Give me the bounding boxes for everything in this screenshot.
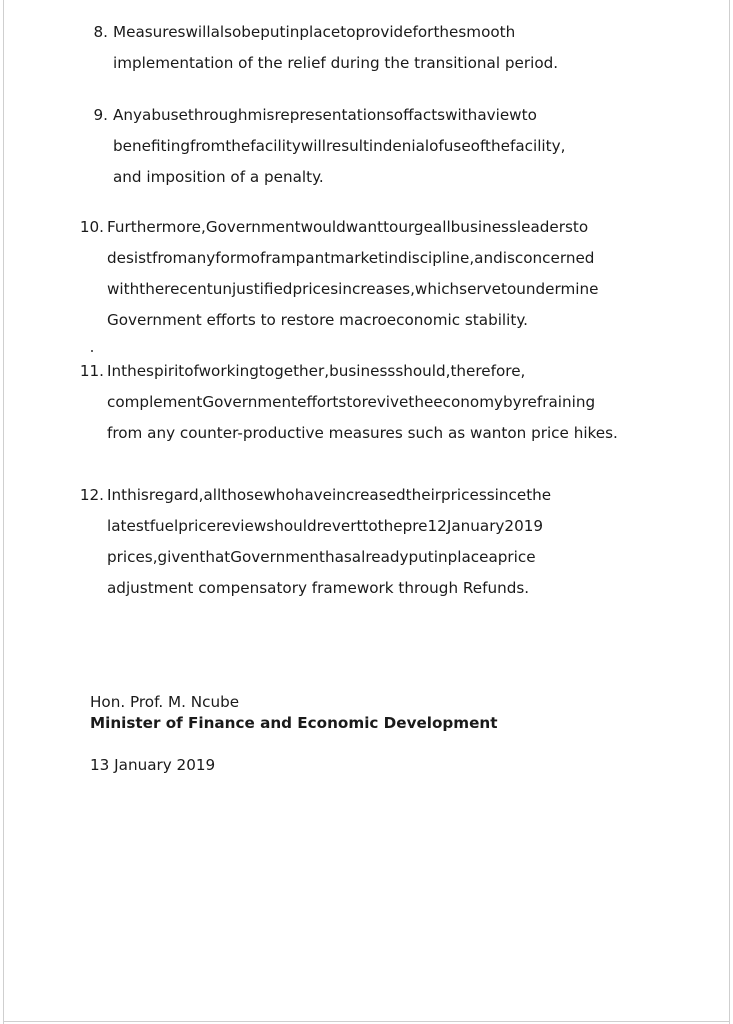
item-line xyxy=(107,212,644,243)
word: place xyxy=(447,548,489,566)
word: facility, xyxy=(509,137,566,155)
word: serve xyxy=(459,280,502,298)
word: has xyxy=(324,548,352,566)
word: which xyxy=(414,280,460,298)
word: revert xyxy=(316,517,363,535)
word: should, xyxy=(395,362,451,380)
word: increases, xyxy=(338,280,415,298)
item-line: Government efforts to restore macroeconomic stability. xyxy=(107,311,528,329)
word: Any xyxy=(113,106,143,124)
item-line xyxy=(113,131,644,162)
word: those xyxy=(221,486,264,504)
item-text xyxy=(107,212,644,336)
word: facility xyxy=(250,137,301,155)
item-line: and imposition of a penalty. xyxy=(113,168,324,186)
word: prices, xyxy=(107,548,158,566)
item-line xyxy=(107,243,644,274)
word: result xyxy=(325,137,369,155)
word: fuel xyxy=(149,517,179,535)
word: be xyxy=(241,23,261,41)
word: prices xyxy=(292,280,339,298)
item-text xyxy=(107,356,644,449)
word: the xyxy=(433,23,459,41)
document-date: 13 January 2019 xyxy=(90,756,216,774)
word: smooth xyxy=(458,23,516,41)
word: 12 xyxy=(427,517,447,535)
item-line xyxy=(107,511,644,542)
word: abuse xyxy=(142,106,188,124)
word: from xyxy=(151,249,188,267)
word: form xyxy=(215,249,251,267)
word: a xyxy=(488,548,498,566)
word: the xyxy=(377,517,403,535)
word: any xyxy=(187,249,216,267)
word: use xyxy=(443,137,471,155)
word: complement xyxy=(107,393,203,411)
item-line: adjustment compensatory framework through Refunds. xyxy=(107,579,530,597)
word: all xyxy=(203,486,222,504)
word: is xyxy=(502,249,515,267)
word: the xyxy=(485,137,510,155)
word: price xyxy=(178,517,217,535)
word: January xyxy=(446,517,505,535)
word: misrepresentations xyxy=(247,106,394,124)
item-line xyxy=(113,100,644,131)
word: 2019 xyxy=(504,517,544,535)
word: with xyxy=(107,280,140,298)
word: the xyxy=(408,393,434,411)
word: from xyxy=(189,137,226,155)
word: undermine xyxy=(516,280,599,298)
word: Government xyxy=(205,218,301,236)
word: and xyxy=(474,249,503,267)
word: of xyxy=(250,249,266,267)
word: place xyxy=(299,23,341,41)
word: to xyxy=(340,23,356,41)
item-number: 11. xyxy=(79,362,104,380)
word: price xyxy=(497,548,536,566)
word: desist xyxy=(107,249,152,267)
item-number: 8. xyxy=(93,23,108,41)
word: put xyxy=(260,23,286,41)
word: prices xyxy=(441,486,487,504)
word: with xyxy=(445,106,478,124)
word: all xyxy=(432,218,451,236)
word: revive xyxy=(361,393,409,411)
word: of xyxy=(429,137,444,155)
word: also xyxy=(210,23,242,41)
word: the xyxy=(225,137,251,155)
word: indiscipline, xyxy=(384,249,475,267)
word: In xyxy=(107,362,122,380)
word: for xyxy=(412,23,434,41)
word: Government xyxy=(202,393,298,411)
word: rampant xyxy=(265,249,331,267)
word: view xyxy=(486,106,522,124)
word: to xyxy=(521,106,537,124)
page-edge-right xyxy=(729,0,730,1024)
word: should xyxy=(266,517,317,535)
item-text xyxy=(107,480,644,604)
word: will xyxy=(300,137,326,155)
word: by xyxy=(502,393,522,411)
word: since xyxy=(486,486,527,504)
word: therefore, xyxy=(450,362,526,380)
word: pre xyxy=(402,517,428,535)
word: denial xyxy=(382,137,430,155)
word: their xyxy=(405,486,442,504)
word: to xyxy=(383,218,399,236)
word: In xyxy=(107,486,122,504)
word: business xyxy=(329,362,396,380)
word: in xyxy=(433,548,448,566)
word: in xyxy=(285,23,300,41)
word: to xyxy=(501,280,517,298)
item-line: from any counter-productive measures such as wanton price hikes. xyxy=(107,424,618,442)
item-number: 10. xyxy=(79,218,104,236)
word: of xyxy=(184,362,199,380)
item-text xyxy=(113,17,644,79)
word: the xyxy=(139,280,165,298)
page-edge-left xyxy=(3,0,4,1024)
signatory-title: Minister of Finance and Economic Development xyxy=(90,714,498,732)
signatory-name: Hon. Prof. M. Ncube xyxy=(90,693,240,711)
word: economy xyxy=(433,393,503,411)
page-edge-bottom xyxy=(3,1021,730,1022)
word: the xyxy=(121,362,147,380)
word: this xyxy=(121,486,149,504)
item-line xyxy=(107,274,644,305)
word: want xyxy=(345,218,384,236)
word: have xyxy=(294,486,332,504)
item-line xyxy=(113,17,644,48)
word: to xyxy=(362,517,378,535)
item-text xyxy=(113,100,644,193)
word: latest xyxy=(107,517,150,535)
word: through xyxy=(187,106,248,124)
word: benefiting xyxy=(113,137,190,155)
item-line xyxy=(107,480,644,511)
word: put xyxy=(408,548,434,566)
word: urge xyxy=(398,218,433,236)
word: of xyxy=(393,106,414,124)
item-line xyxy=(107,387,644,418)
word: in xyxy=(368,137,383,155)
item-line: implementation of the relief during the transitional period. xyxy=(113,54,559,72)
stray-mark xyxy=(91,350,93,352)
word: Government xyxy=(230,548,325,566)
word: a xyxy=(477,106,487,124)
word: would xyxy=(300,218,346,236)
word: leaders xyxy=(516,218,573,236)
word: given xyxy=(157,548,200,566)
word: the xyxy=(526,486,552,504)
item-line xyxy=(107,542,644,573)
word: working xyxy=(198,362,259,380)
word: facts xyxy=(413,106,446,124)
word: Furthermore, xyxy=(107,218,206,236)
word: business xyxy=(450,218,517,236)
word: together, xyxy=(258,362,330,380)
word: increased xyxy=(331,486,406,504)
word: efforts xyxy=(297,393,347,411)
word: market xyxy=(330,249,385,267)
word: who xyxy=(263,486,295,504)
word: unjustified xyxy=(212,280,293,298)
word: provide xyxy=(355,23,413,41)
word: to xyxy=(346,393,362,411)
word: regard, xyxy=(148,486,204,504)
item-number: 9. xyxy=(93,106,108,124)
word: that xyxy=(199,548,231,566)
word: already xyxy=(351,548,409,566)
word: concerned xyxy=(514,249,595,267)
word: will xyxy=(185,23,211,41)
word: spirit xyxy=(146,362,185,380)
item-number: 12. xyxy=(79,486,104,504)
word: refraining xyxy=(521,393,596,411)
word: of xyxy=(470,137,486,155)
word: review xyxy=(216,517,267,535)
word: recent xyxy=(164,280,213,298)
word: Measures xyxy=(113,23,186,41)
word: to xyxy=(572,218,589,236)
item-line xyxy=(107,356,644,387)
